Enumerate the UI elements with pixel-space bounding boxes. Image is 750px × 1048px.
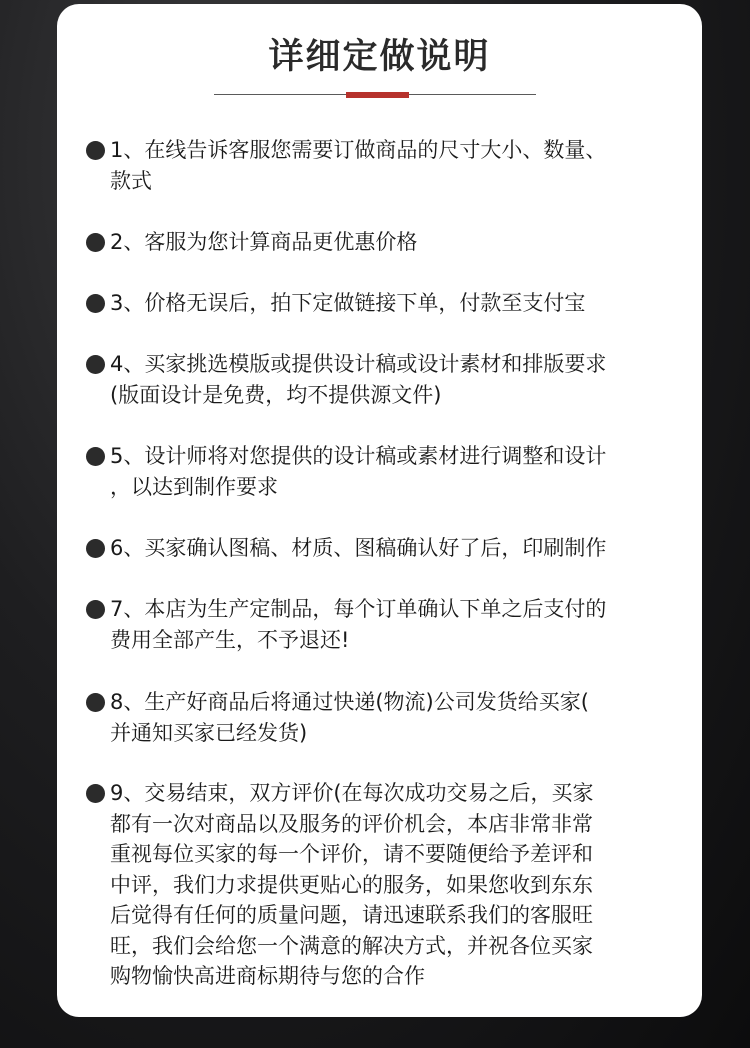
bullet-icon: [86, 447, 105, 466]
title-divider-accent: [346, 92, 409, 98]
list-item: [86, 227, 676, 258]
bullet-icon: [86, 539, 105, 558]
list-item-text: 8、生产好商品后将通过快递(物流)公司发货给买家( 并通知买家已经发货): [110, 690, 589, 745]
bullet-icon: [86, 784, 105, 803]
bullet-icon: [86, 600, 105, 619]
list-item-text: 4、买家挑选模版或提供设计稿或设计素材和排版要求 (版面设计是免费，均不提供源文件): [110, 352, 607, 407]
bullet-icon: [86, 355, 105, 374]
list-item: [86, 533, 676, 564]
list-item-text: 5、设计师将对您提供的设计稿或素材进行调整和设计 ，以达到制作要求: [110, 444, 607, 499]
bullet-icon: [86, 141, 105, 160]
instructions-card: [57, 4, 702, 1017]
list-item: [86, 135, 676, 196]
list-item: [86, 349, 676, 410]
list-item: [86, 594, 676, 655]
list-item-text: 9、交易结束，双方评价(在每次成功交易之后，买家 都有一次对商品以及服务的评价机会，本店非常非常 重视每位买家的每一个评价，请不要随便给予差评和 中评，我们力求提供更贴心的服务，如果您收到东东 后觉得有任何的质量问题，请迅速联系我们的客服旺 旺，我们会给您一个满意的解决方式，并祝各位买家 购物愉快高进商标期待与您的合作: [110, 781, 594, 988]
list-item: [86, 687, 676, 748]
page-title: 详细定做说明: [268, 37, 491, 77]
list-item-text: 3、价格无误后，拍下定做链接下单，付款至支付宝: [110, 291, 586, 315]
bullet-icon: [86, 294, 105, 313]
list-item: [86, 778, 676, 992]
list-item-text: 6、买家确认图稿、材质、图稿确认好了后，印刷制作: [110, 536, 607, 560]
list-item-text: 7、本店为生产定制品，每个订单确认下单之后支付的 费用全部产生，不予退还!: [110, 597, 607, 652]
bullet-icon: [86, 233, 105, 252]
list-item-text: 2、客服为您计算商品更优惠价格: [110, 230, 418, 254]
bullet-icon: [86, 693, 105, 712]
list-item-text: 1、在线告诉客服您需要订做商品的尺寸大小、数量、 款式: [110, 138, 607, 193]
list-item: [86, 288, 676, 319]
list-item: [86, 441, 676, 502]
